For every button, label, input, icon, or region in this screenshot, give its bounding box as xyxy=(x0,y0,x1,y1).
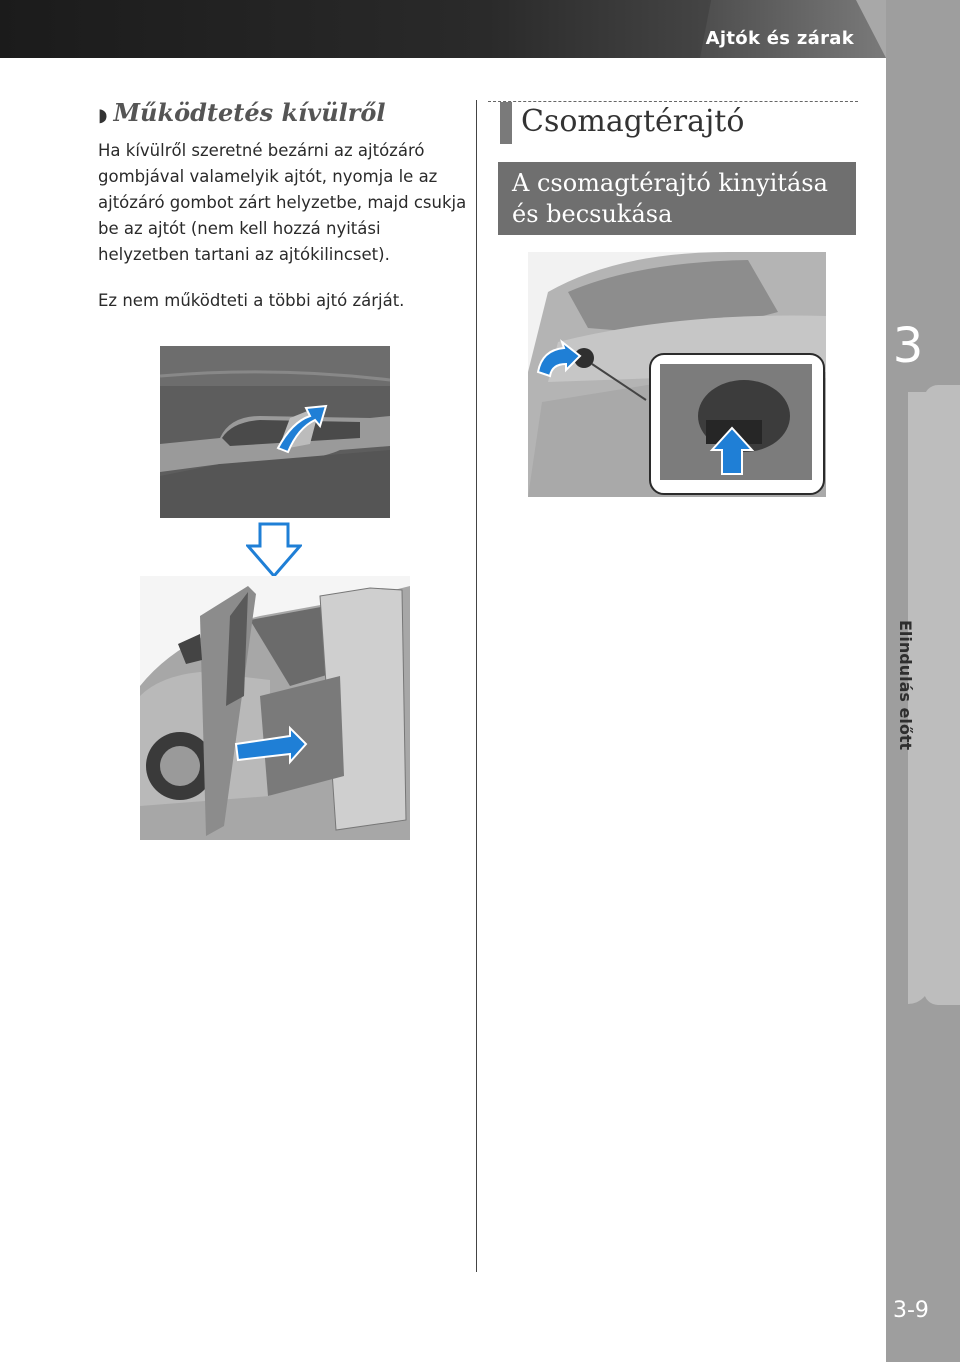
header-notch xyxy=(856,0,886,58)
section-title: Ajtók és zárak xyxy=(705,28,854,49)
main-heading: Csomagtérajtó xyxy=(521,104,745,139)
heading-rule xyxy=(488,101,858,102)
door-handle-illustration xyxy=(160,346,390,518)
instruction-paragraph: Ha kívülről szeretné bezárni az ajtózáró gombjával valamelyik ajtót, nyomja le az ajtózáró gombot zárt helyzetbe, majd csukja be az ajtót (nem kell hozzá nyitási helyzetben tartani az ajtókilincset). xyxy=(98,141,467,264)
liftgate-illustration xyxy=(528,252,826,497)
chapter-number: 3 xyxy=(892,318,924,374)
note-paragraph: Ez nem működteti a többi ajtó zárját. xyxy=(98,291,405,310)
column-divider xyxy=(476,100,477,1272)
chapter-label: Elindulás előtt xyxy=(896,620,915,751)
sub-heading: A csomagtérajtó kinyitása és becsukása xyxy=(498,162,856,235)
subsection-heading-text: Működtetés kívülről xyxy=(113,98,386,127)
heading-accent-bar xyxy=(500,102,512,144)
down-arrow-icon xyxy=(246,522,302,578)
car-door-illustration xyxy=(140,576,410,840)
page-number: 3-9 xyxy=(893,1298,929,1323)
watermark: carmanualsonline.info xyxy=(560,1332,859,1362)
heading-bullet-icon: ◗ xyxy=(98,105,108,126)
subsection-heading xyxy=(98,98,386,127)
